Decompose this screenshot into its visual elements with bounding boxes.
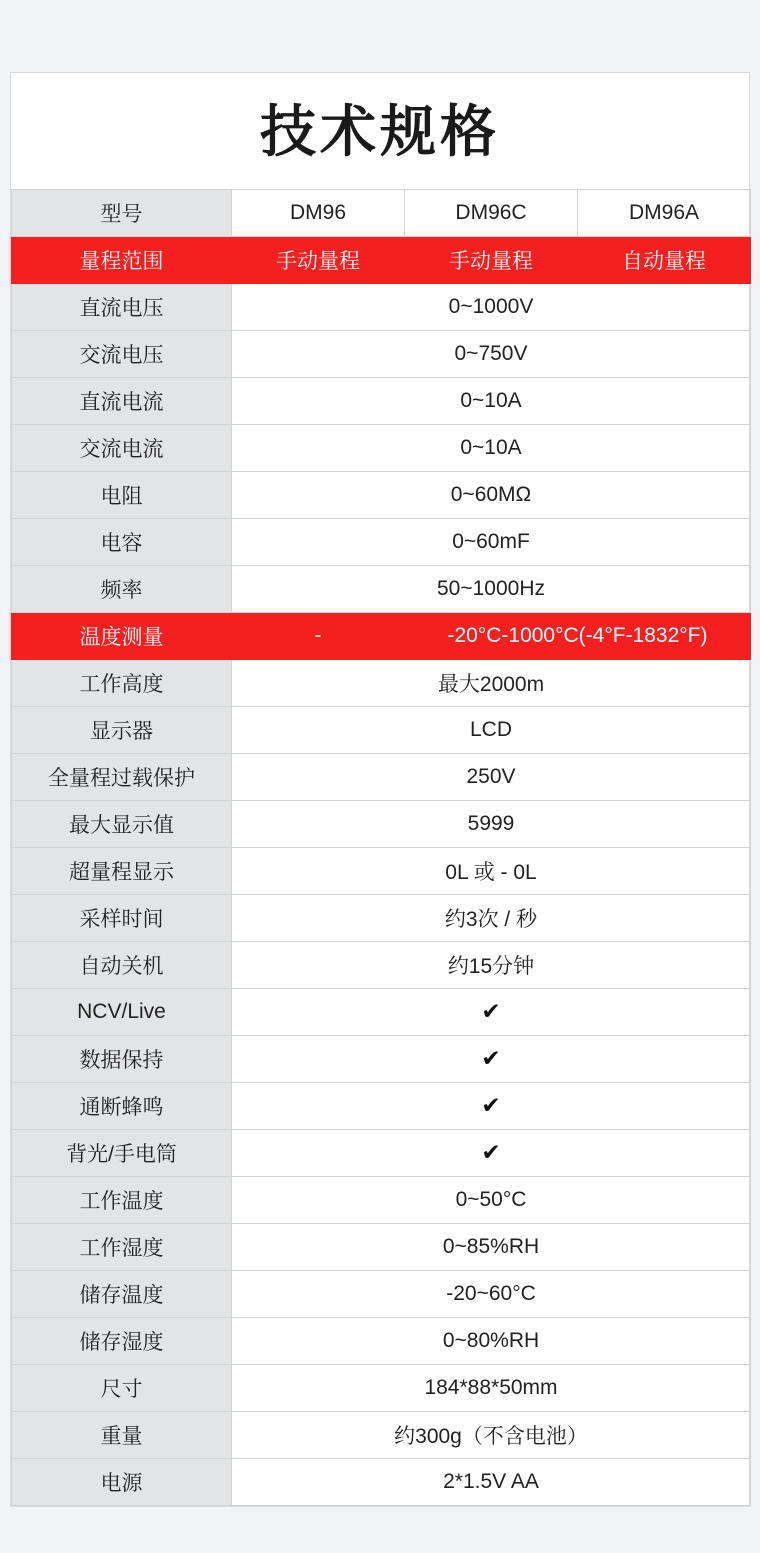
row-label: 自动关机 (12, 941, 232, 988)
row-label: 交流电压 (12, 330, 232, 377)
row-value: -20°C-1000°C(-4°F-1832°F) (405, 612, 751, 659)
row-value: 约300g（不含电池） (232, 1411, 751, 1458)
row-value: 0~1000V (232, 283, 751, 330)
table-row (12, 189, 751, 236)
row-label: 直流电压 (12, 283, 232, 330)
row-value-check (232, 1082, 751, 1129)
table-row (12, 941, 751, 988)
table-row (12, 1082, 751, 1129)
table-row (12, 1223, 751, 1270)
specification-table (11, 189, 751, 1506)
row-value: DM96 (232, 189, 405, 236)
table-row (12, 612, 751, 659)
table-row (12, 706, 751, 753)
table-row (12, 1129, 751, 1176)
row-label: 全量程过载保护 (12, 753, 232, 800)
table-row (12, 283, 751, 330)
row-value: 0~10A (232, 377, 751, 424)
row-value: 0~60mF (232, 518, 751, 565)
table-row (12, 1317, 751, 1364)
row-value: -20~60°C (232, 1270, 751, 1317)
row-value: 2*1.5V AA (232, 1458, 751, 1505)
table-row (12, 518, 751, 565)
page-title: 技术规格 (260, 100, 500, 163)
row-value-check (232, 988, 751, 1035)
table-row (12, 377, 751, 424)
row-value: - (232, 612, 405, 659)
table-row (12, 565, 751, 612)
row-label: 最大显示值 (12, 800, 232, 847)
table-row (12, 1458, 751, 1505)
row-label: 工作温度 (12, 1176, 232, 1223)
check-icon: ✔ (481, 1045, 501, 1072)
row-label: 工作高度 (12, 659, 232, 706)
table-row (12, 1411, 751, 1458)
table-row (12, 1270, 751, 1317)
row-label: 背光/手电筒 (12, 1129, 232, 1176)
row-label: 直流电流 (12, 377, 232, 424)
row-value-check (232, 1129, 751, 1176)
table-row (12, 800, 751, 847)
row-value: 0~60MΩ (232, 471, 751, 518)
row-value: 0L 或 - 0L (232, 847, 751, 894)
row-label: 储存温度 (12, 1270, 232, 1317)
specification-table-body (12, 189, 751, 1505)
row-value: 250V (232, 753, 751, 800)
table-row (12, 471, 751, 518)
check-icon: ✔ (481, 1139, 501, 1166)
row-value: 5999 (232, 800, 751, 847)
row-label: 工作湿度 (12, 1223, 232, 1270)
row-label: 电阻 (12, 471, 232, 518)
row-value: 0~10A (232, 424, 751, 471)
row-label: 型号 (12, 189, 232, 236)
row-value: 手动量程 (405, 236, 578, 283)
row-label: 电容 (12, 518, 232, 565)
table-row (12, 1176, 751, 1223)
row-value: 0~85%RH (232, 1223, 751, 1270)
table-row (12, 894, 751, 941)
row-value: LCD (232, 706, 751, 753)
row-value: 手动量程 (232, 236, 405, 283)
specification-card (10, 72, 750, 1507)
row-value: 50~1000Hz (232, 565, 751, 612)
table-row (12, 753, 751, 800)
table-row (12, 659, 751, 706)
row-label: 重量 (12, 1411, 232, 1458)
row-label: 通断蜂鸣 (12, 1082, 232, 1129)
table-row (12, 424, 751, 471)
row-label: 频率 (12, 565, 232, 612)
row-value: 184*88*50mm (232, 1364, 751, 1411)
row-label: 交流电流 (12, 424, 232, 471)
row-value: DM96A (578, 189, 751, 236)
row-value: 约3次 / 秒 (232, 894, 751, 941)
row-label: 采样时间 (12, 894, 232, 941)
row-label: 温度测量 (12, 612, 232, 659)
row-label: 储存湿度 (12, 1317, 232, 1364)
table-row (12, 847, 751, 894)
table-row (12, 1035, 751, 1082)
row-label: 超量程显示 (12, 847, 232, 894)
check-icon: ✔ (481, 1092, 501, 1119)
row-value: DM96C (405, 189, 578, 236)
table-row (12, 236, 751, 283)
table-row (12, 988, 751, 1035)
row-label: 电源 (12, 1458, 232, 1505)
row-value: 0~80%RH (232, 1317, 751, 1364)
row-label: 数据保持 (12, 1035, 232, 1082)
row-value: 0~750V (232, 330, 751, 377)
row-label: 显示器 (12, 706, 232, 753)
row-value: 自动量程 (578, 236, 751, 283)
table-row (12, 1364, 751, 1411)
row-label: 量程范围 (12, 236, 232, 283)
row-label: NCV/Live (12, 988, 232, 1035)
row-value: 最大2000m (232, 659, 751, 706)
row-value-check (232, 1035, 751, 1082)
row-label: 尺寸 (12, 1364, 232, 1411)
check-icon: ✔ (481, 998, 501, 1025)
row-value: 约15分钟 (232, 941, 751, 988)
row-value: 0~50°C (232, 1176, 751, 1223)
table-row (12, 330, 751, 377)
